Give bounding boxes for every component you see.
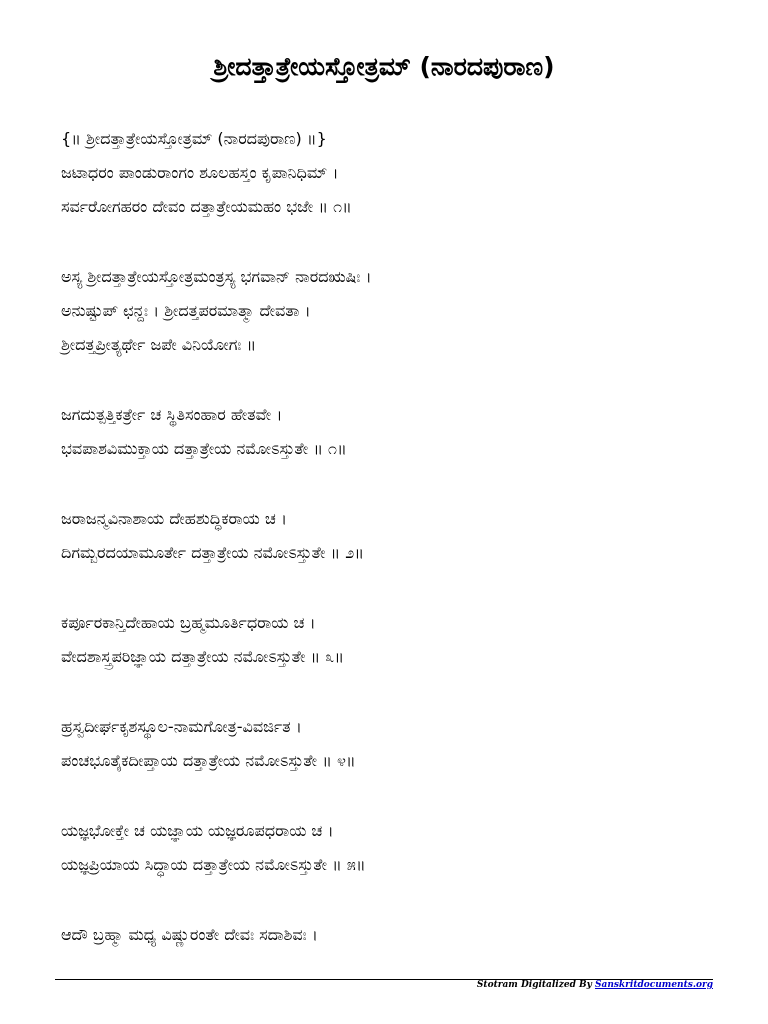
stanza-2 (61, 502, 721, 570)
stanza-5 (61, 814, 721, 882)
verse-line: ಸರ್ವರೋಗಹರಂ ದೇವಂ ದತ್ತಾತ್ರೇಯಮಹಂ ಭಜೇ ॥ ೧॥ (61, 197, 352, 216)
page-title: ಶ್ರೀದತ್ತಾತ್ರೇಯಸ್ತೋತ್ರಮ್ (ನಾರದಪುರಾಣ) (213, 52, 555, 81)
verse-line: ಅನುಷ್ಟುಪ್ ಛನ್ದಃ । ಶ್ರೀದತ್ತಪರಮಾತ್ಮಾ ದೇವತಾ । (61, 301, 311, 320)
verse-line: ಭವಪಾಶವಿಮುಕ್ತಾಯ ದತ್ತಾತ್ರೇಯ ನಮೋಽಸ್ತುತೇ ॥ ೧॥ (61, 439, 347, 458)
verse-line: ಹ್ರಸ್ವದೀರ್ಘಕೃಶಸ್ಥೂಲ-ನಾಮಗೋತ್ರ-ವಿವರ್ಜಿತ । (61, 717, 302, 736)
verse-line: ಅಸ್ಯ ಶ್ರೀದತ್ತಾತ್ರೇಯಸ್ತೋತ್ರಮಂತ್ರಸ್ಯ ಭಗವಾನ್ ನಾರದಋಷಿಃ । (61, 267, 372, 286)
verse-line: ಯಜ್ಞಪ್ರಿಯಾಯ ಸಿದ್ಧಾಯ ದತ್ತಾತ್ರೇಯ ನಮೋಽಸ್ತುತೇ ॥ ೫॥ (61, 855, 366, 874)
verse-line: ಆದೌ ಬ್ರಹ್ಮಾ ಮಧ್ಯ ವಿಷ್ಣುರಂತೇ ದೇವಃ ಸದಾಶಿವಃ । (61, 925, 318, 944)
stotra-text (61, 122, 721, 988)
verse-line: ದಿಗಮ್ಬರದಯಾಮೂರ್ತೇ ದತ್ತಾತ್ರೇಯ ನಮೋಽಸ್ತುತೇ ॥ ೨॥ (61, 543, 364, 562)
stanza-viniyoga (61, 260, 721, 362)
stanza-6 (61, 918, 721, 952)
verse-line: ಶ್ರೀದತ್ತಪ್ರೀತ್ಯರ್ಥೇ ಜಪೇ ವಿನಿಯೋಗಃ ॥ (61, 335, 257, 354)
verse-line: ಯಜ್ಞಭೋಕ್ತೇ ಚ ಯಜ್ಞಾಯ ಯಜ್ಞರೂಪಧರಾಯ ಚ । (61, 821, 334, 840)
verse-line: ಕರ್ಪೂರಕಾನ್ತಿದೇಹಾಯ ಬ್ರಹ್ಮಮೂರ್ತಿಧರಾಯ ಚ । (61, 613, 316, 632)
stanza-3 (61, 606, 721, 674)
verse-line: ಜರಾಜನ್ಮವಿನಾಶಾಯ ದೇಹಶುದ್ಧಿಕರಾಯ ಚ । (61, 509, 287, 528)
verse-line: ಜಗದುತ್ಪತ್ತಿಕರ್ತ್ರೇ ಚ ಸ್ಥಿತಿಸಂಹಾರ ಹೇತವೇ । (61, 405, 283, 424)
sanskritdocuments-link[interactable]: Sanskritdocuments.org (594, 980, 713, 990)
footer-credit-text: Stotram Digitalized By (476, 980, 592, 990)
verse-line: {॥ ಶ್ರೀದತ್ತಾತ್ರೇಯಸ್ತೋತ್ರಮ್ (ನಾರದಪುರಾಣ) ॥} (61, 129, 327, 148)
verse-line: ಜಟಾಧರಂ ಪಾಂಡುರಾಂಗಂ ಶೂಲಹಸ್ತಂ ಕೃಪಾನಿಧಿಮ್ । (61, 163, 339, 182)
footer-credit (477, 980, 713, 990)
verse-line: ಪಂಚಭೂತೈಕದೀಪ್ತಾಯ ದತ್ತಾತ್ರೇಯ ನಮೋಽಸ್ತುತೇ ॥ ೪॥ (61, 751, 356, 770)
stanza-4 (61, 710, 721, 778)
stanza-dhyana (61, 122, 721, 224)
stanza-1 (61, 398, 721, 466)
verse-line: ವೇದಶಾಸ್ತ್ರಪರಿಜ್ಞಾಯ ದತ್ತಾತ್ರೇಯ ನಮೋಽಸ್ತುತೇ ॥ ೩॥ (61, 647, 345, 666)
